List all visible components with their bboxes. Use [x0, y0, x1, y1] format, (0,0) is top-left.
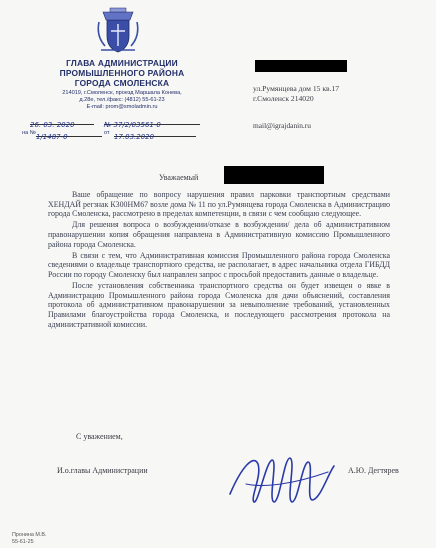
outgoing-date: 26. 03. 2020 — [30, 121, 75, 129]
outgoing-date-field — [30, 114, 94, 129]
closing-phrase: С уважением, — [76, 432, 123, 441]
address-line-1: 214019, г.Смоленск, проезд Маршала Конева, — [62, 90, 182, 96]
body-paragraph-4: После установления собственника транспортного средства он будет извещен о явке в Администрацию Промышленного района города Смоленска для дачи объяснений, составления протокола об административном правонарушении за невыполнение требований, установленных Правилами благоустройства города Смоленска, и последующего рассмотрения протокола на административной комиссии. — [48, 281, 390, 329]
signer-name: А.Ю. Дегтярев — [348, 466, 399, 475]
greeting: Уважаемый — [159, 173, 199, 182]
recipient-city: г.Смоленск 214020 — [253, 94, 314, 103]
coat-of-arms-emblem — [95, 6, 141, 56]
outgoing-number: № 37/2/03561-0 — [104, 121, 161, 129]
recipient-address — [253, 84, 339, 104]
address-line-2: д.28е, тел./факс: (4812) 55-61-23 — [79, 97, 165, 104]
redacted-greeting-name — [224, 166, 324, 184]
address-line-3: E-mail: prom@smoladmin.ru — [86, 104, 158, 111]
body-paragraph-1: Ваше обращение по вопросу нарушения правил парковки транспортным средствами ХЕНДАЙ регзнак К300НМ67 возле дома № 11 по ул.Румянцева города Смоленска в Администрацию города Смоленска, рассмотрено в пределах компетенции, в связи с чем сообщаю следующее. — [48, 190, 390, 219]
outgoing-number-field — [104, 114, 200, 129]
reference-number-field — [36, 126, 102, 141]
executor-name: Пронина М.В. — [12, 532, 47, 538]
organization-name — [22, 58, 222, 88]
executor-phone: 55-61-25 — [12, 538, 34, 545]
org-line-1: ГЛАВА АДМИНИСТРАЦИИ — [66, 58, 178, 68]
reference-date: 17.03.2020 — [114, 133, 155, 141]
organization-address — [22, 90, 222, 112]
redacted-recipient-name — [255, 60, 347, 72]
recipient-email: mail@igrajdanin.ru — [253, 121, 311, 130]
executor-info — [12, 532, 46, 545]
letter-body — [48, 190, 390, 331]
reference-number: 1/1487-0 — [36, 133, 68, 141]
signer-title: И.о.главы Администрации — [57, 466, 148, 475]
reference-number-label: на № — [22, 130, 36, 136]
body-paragraph-2: Для решения вопроса о возбуждении/отказе в возбуждении/ дела об административном правонарушении копия обращения направлена в Административную комиссию Промышленного района города Смоленска. — [48, 220, 390, 249]
org-line-3: ГОРОДА СМОЛЕНСКА — [74, 78, 170, 88]
recipient-street: ул.Румянцева дом 15 кв.17 — [253, 84, 340, 93]
handwritten-signature — [224, 444, 340, 514]
reference-date-field — [114, 126, 196, 141]
reference-date-label: от — [104, 130, 110, 136]
body-paragraph-3: В связи с тем, что Административная комиссия Промышленного района города Смоленска сведениями о владельце транспортного средства, не располагает, в адрес начальника отдела ГИБДД России по городу Смоленску был направлен запрос с просьбой предоставить данные о владельце. — [48, 250, 390, 279]
org-line-2: ПРОМЫШЛЕННОГО РАЙОНА — [59, 68, 185, 78]
